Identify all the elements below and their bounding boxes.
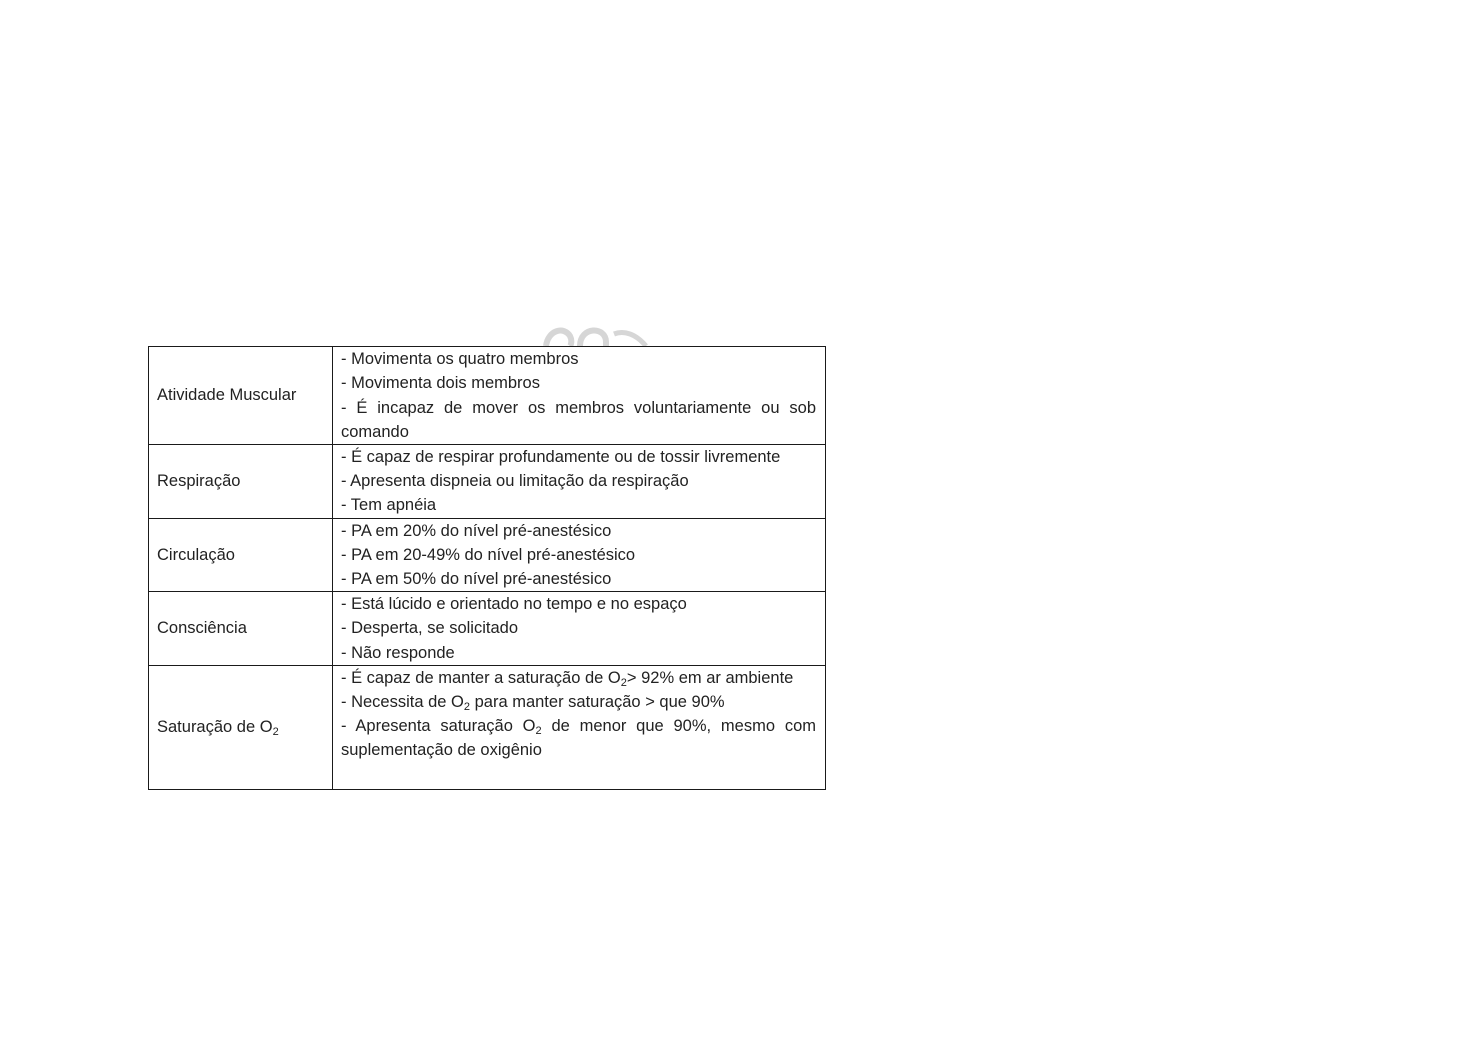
row-label-cell [149,347,333,445]
description-line: - É capaz de manter a saturação de $O_2> 92\%$ em ar ambiente [341,668,794,689]
table-row-circulacao [149,518,826,592]
description-line: - Necessita de $O_2$ para manter saturação > que 90% [341,693,725,714]
row-label-cell [149,665,333,789]
row-description-cell [333,347,826,445]
row-label-cell [149,518,333,592]
row-label: Saturação de $O_2$ [157,718,279,739]
row-label: Circulação [157,545,235,564]
table-row-saturacao-o2 [149,665,826,789]
description-line: - PA em 50% do nível pré-anestésico [341,570,612,589]
table-row-atividade-muscular [149,347,826,445]
description-line: comando [341,422,409,441]
description-line: - Tem apnéia [341,496,437,515]
row-label-cell [149,592,333,666]
table-row-consciencia [149,592,826,666]
description-line: - Desperta, se solicitado [341,619,518,638]
row-description-cell [333,592,826,666]
row-label: Atividade Muscular [157,386,297,405]
description-line: - PA em 20-49% do nível pré-anestésico [341,545,636,564]
row-description-cell [333,665,826,789]
description-line: - PA em 20% do nível pré-anestésico [341,521,612,540]
description-line: - Apresenta saturação $O_2$ de menor que 90%, mesmo com [341,717,816,738]
aldrete-score-table [148,346,826,790]
description-line: - Apresenta dispneia ou limitação da respiração [341,472,689,491]
row-description-cell [333,445,826,519]
description-line: suplementação de oxigênio [341,741,542,760]
row-label: Respiração [157,472,241,491]
row-description-cell [333,518,826,592]
description-line: - Movimenta os quatro membros [341,350,579,369]
description-line: - Não responde [341,643,455,662]
row-label: Consciência [157,619,247,638]
description-line: - É incapaz de mover os membros voluntariamente ou sob [341,398,816,417]
watermark-fragment [540,312,660,346]
description-line: - É capaz de respirar profundamente ou de tossir livremente [341,448,781,466]
description-line: - Movimenta dois membros [341,374,540,393]
description-line: - Está lúcido e orientado no tempo e no espaço [341,595,687,614]
table-row-respiracao [149,445,826,519]
row-label-cell [149,445,333,519]
